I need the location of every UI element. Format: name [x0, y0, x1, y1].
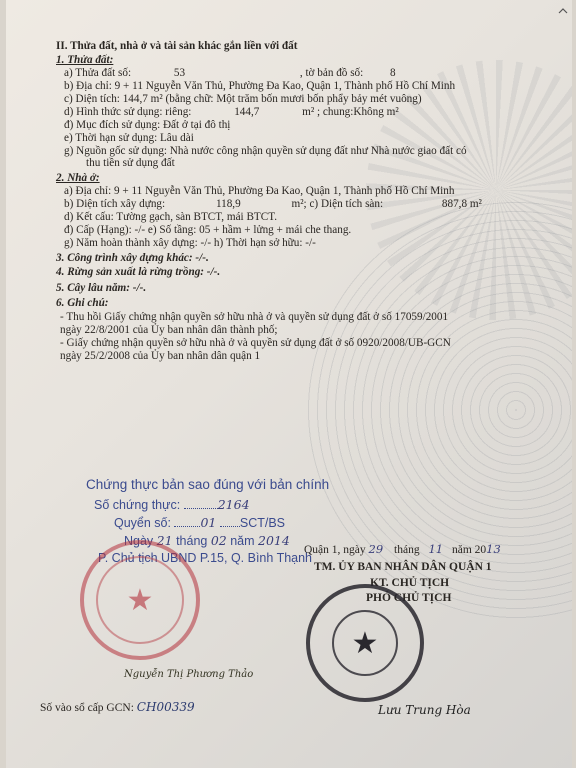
- house-build-area: 118,9: [215, 198, 241, 210]
- land-term: e) Thời hạn sử dụng: Lâu dài: [64, 132, 194, 144]
- star-icon: ★: [332, 610, 398, 676]
- star-icon: ★: [96, 556, 184, 644]
- issuance-org: TM. ỦY BAN NHÂN DÂN QUẬN 1: [314, 561, 492, 573]
- land-usage-label: d) Hình thức sử dụng: riêng:: [64, 106, 192, 118]
- gcn-value: CH00339: [136, 700, 195, 714]
- house-build-area-label: b) Diện tích xây dựng:: [64, 198, 166, 210]
- note-2: - Giấy chứng nhận quyền sở hữu nhà ở và quyền sử dụng đất ở số 0920/2008/UB-GCN: [60, 337, 451, 349]
- land-shared-area: ; chung:Không m²: [317, 106, 399, 118]
- certificate-page: [6, 0, 572, 768]
- land-private-unit: m²: [302, 106, 315, 118]
- certify-date-year: 2014: [258, 533, 290, 548]
- issuance-signature: Lưu Trung Hòa: [378, 703, 471, 717]
- issuance-month: 11: [428, 542, 444, 556]
- issuance-year: 13: [486, 542, 501, 556]
- certify-date-label: Ngày: [124, 534, 154, 548]
- land-origin: g) Nguồn gốc sử dụng: Nhà nước công nhận quyền sử dụng đất như Nhà nước giao đất có: [64, 145, 467, 157]
- certify-date-day: 21: [156, 533, 173, 548]
- house-floor-area-label: m²; c) Diện tích sàn:: [291, 198, 384, 210]
- issuance-day: 29: [368, 542, 384, 556]
- land-purpose: đ) Mục đích sử dụng: Đất ở tại đô thị: [64, 119, 231, 131]
- red-seal: [80, 540, 200, 660]
- house-area-line: [64, 198, 482, 211]
- issuance-date: [304, 543, 501, 557]
- certify-signature: Nguyễn Thị Phương Thảo: [124, 669, 254, 680]
- land-area: c) Diện tích: 144,7 m² (bằng chữ: Một trăm bốn mươi bốn phẩy bảy mét vuông): [64, 93, 422, 105]
- chevron-up-icon: [558, 8, 568, 14]
- land-origin-cont: thu tiền sử dụng đất: [86, 157, 175, 169]
- house-address: a) Địa chỉ: 9 + 11 Nguyễn Văn Thủ, Phường Đa Kao, Quận 1, Thành phố Hồ Chí Minh: [64, 185, 455, 197]
- land-parcel-number: 53: [173, 67, 186, 79]
- certify-book-suffix: SCT/BS: [239, 516, 286, 530]
- certify-number-value: 2164: [217, 497, 250, 512]
- issuance-year-label: năm 20: [451, 544, 487, 556]
- house-grade-floors: đ) Cấp (Hạng): -/- e) Số tầng: 05 + hầm + lửng + mái che thang.: [64, 224, 352, 236]
- district-seal: [306, 584, 424, 702]
- certify-year-label: năm: [230, 534, 255, 548]
- house-structure: d) Kết cấu: Tường gạch, sàn BTCT, mái BTCT.: [64, 211, 277, 223]
- other-construction: 3. Công trình xây dựng khác: -/-.: [56, 252, 209, 264]
- certify-book-label: Quyển số:: [114, 516, 171, 530]
- certify-book: [114, 515, 285, 530]
- issuance-vice-chair: PHÓ CHỦ TỊCH: [366, 592, 452, 604]
- land-private-area: 144,7: [234, 106, 260, 118]
- note-1: - Thu hồi Giấy chứng nhận quyền sở hữu nhà ở và quyền sử dụng đất ở số 17059/2001: [60, 311, 449, 323]
- land-usage-form: [64, 106, 399, 119]
- issuance-place: Quận 1, ngày: [304, 544, 366, 556]
- issuance-month-label: tháng: [394, 544, 420, 556]
- land-map-label: , tờ bản đồ số:: [299, 67, 364, 79]
- house-year-term: g) Năm hoàn thành xây dựng: -/- h) Thời hạn sở hữu: -/-: [64, 237, 316, 249]
- certify-signer: P. Chủ tịch UBND P.15, Q. Bình Thạnh: [98, 551, 313, 565]
- gcn-number: [40, 700, 195, 714]
- planted-forest: 4. Rừng sản xuất là rừng trồng: -/-.: [56, 266, 221, 278]
- certify-number: [94, 497, 250, 512]
- land-parcel-label: a) Thửa đất số:: [64, 67, 132, 79]
- house-heading: 2. Nhà ở:: [56, 172, 100, 184]
- land-map-number: 8: [390, 67, 396, 79]
- note-2-cont: ngày 25/2/2008 của Ủy ban nhân dân quận 1: [60, 350, 261, 362]
- certify-book-value: 01: [200, 515, 217, 530]
- certify-title: Chứng thực bản sao đúng với bản chính: [86, 477, 330, 492]
- house-floor-area: 887,8 m²: [441, 198, 482, 210]
- land-parcel-line: [64, 67, 396, 80]
- section-title: II. Thửa đất, nhà ở và tài sản khác gắn liền với đất: [56, 40, 298, 52]
- note-1-cont: ngày 22/8/2001 của Ủy ban nhân dân thành phố;: [60, 324, 278, 336]
- land-heading: 1. Thửa đất:: [56, 54, 114, 66]
- certify-month-label: tháng: [176, 534, 208, 548]
- land-address: b) Địa chỉ: 9 + 11 Nguyễn Văn Thủ, Phường Đa Kao, Quận 1, Thành phố Hồ Chí Minh: [64, 80, 456, 92]
- notes-heading: 6. Ghi chú:: [56, 297, 109, 309]
- certify-date-month: 02: [210, 533, 227, 548]
- perennial-trees: 5. Cây lâu năm: -/-.: [56, 282, 147, 294]
- certify-number-label: Số chứng thực:: [94, 498, 181, 512]
- issuance-kt: KT. CHỦ TỊCH: [370, 577, 450, 589]
- gcn-label: Số vào sổ cấp GCN:: [40, 702, 134, 714]
